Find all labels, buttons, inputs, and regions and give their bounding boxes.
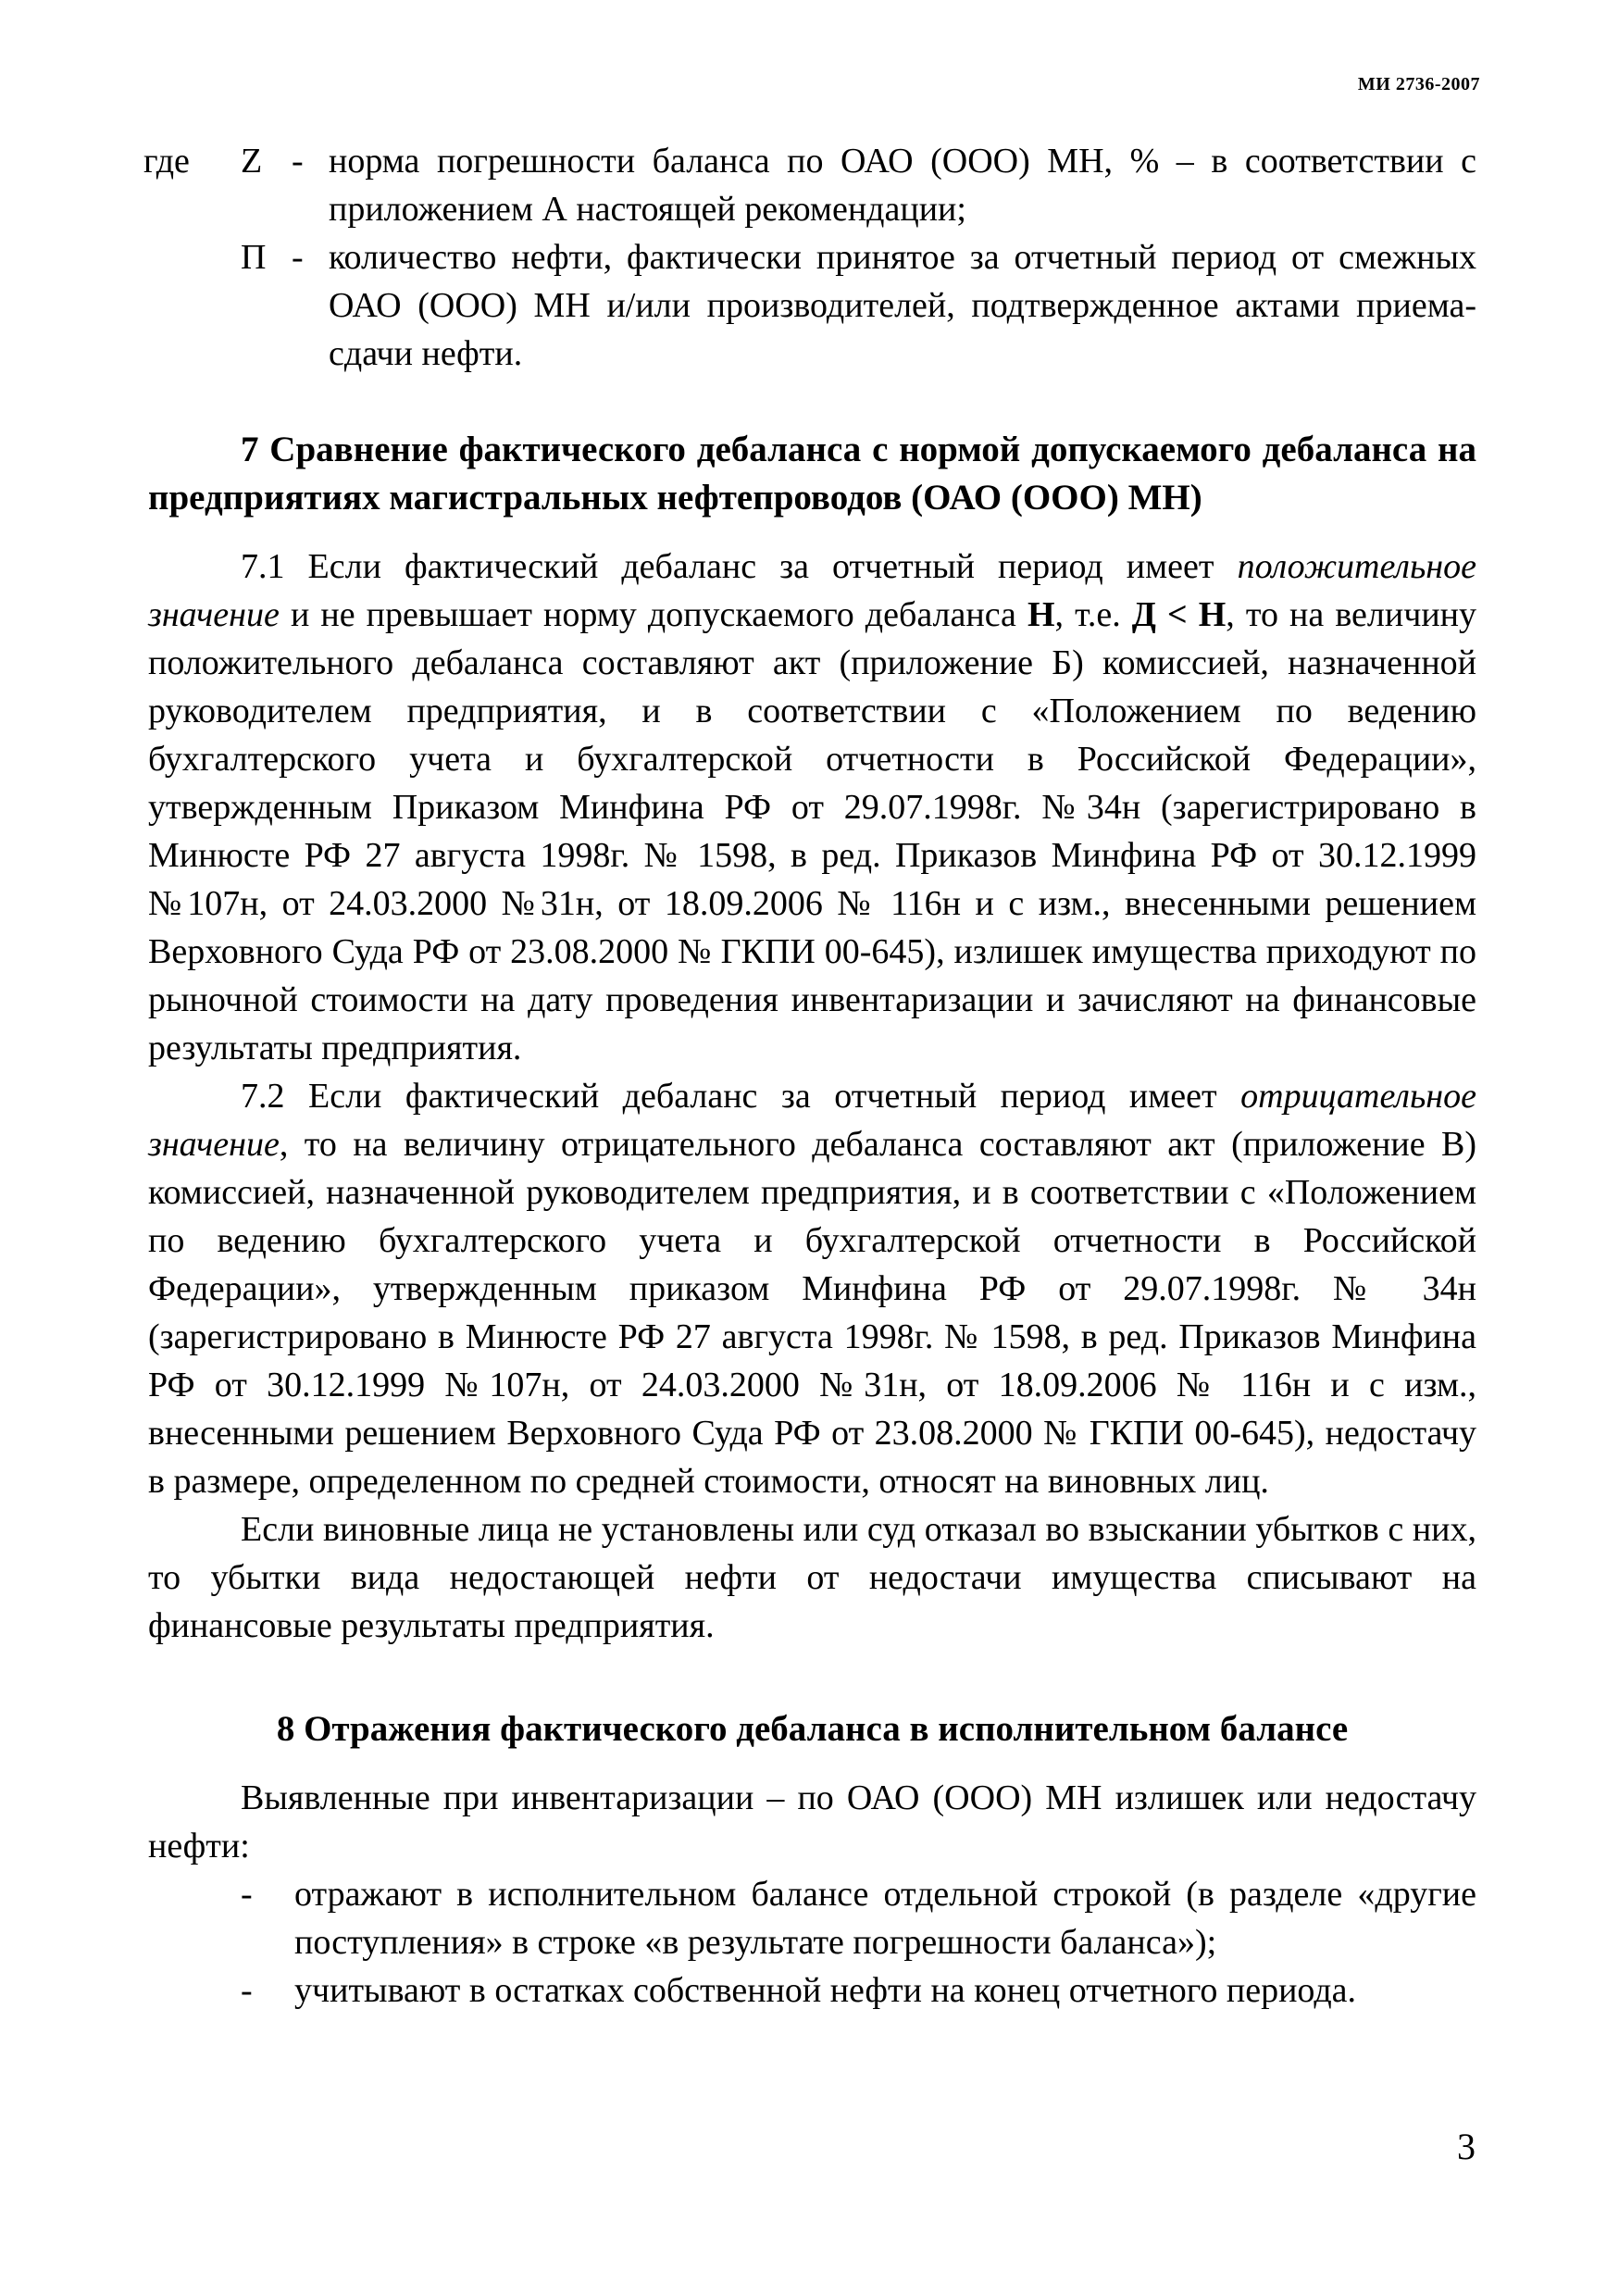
section-8-heading: 8 Отражения фактического дебаланса в исполнительном балансе (276, 1709, 1349, 1749)
document-code: МИ 2736-2007 (1357, 74, 1480, 94)
list-item (148, 1870, 1476, 1966)
list-item (148, 1966, 1476, 2015)
definition-symbol: Z (241, 142, 263, 181)
main-content (148, 426, 1476, 2015)
section-7-heading: 7 Сравнение фактического дебаланса с нормой допускаемого дебаланса на предприятиях магистральных нефтепроводов (ОАО (ООО) МН) (148, 430, 1476, 518)
paragraph-7-2: 7.2 Если фактический дебаланс за отчетный период имеет отрицательное значение, то на величину отрицательного дебаланса составляют акт (приложение В) комиссией, назначенной руководителем предприятия, и в соответствии с «Положением по ведению бухгалтерского учета и бухгалтерской отчетности в Российской Федерации», утвержденным приказом Минфина РФ от 29.07.1998г. № 34н (зарегистрировано в Минюсте РФ 27 августа 1998г. № 1598, в ред. Приказов Минфина РФ от 30.12.1999 №107н, от 24.03.2000 №31н, от 18.09.2006 № 116н и с изм., внесенными решением Верховного Суда РФ от 23.08.2000 № ГКПИ 00-645), недостачу в размере, определенном по средней стоимости, относят на виновных лиц. (148, 1077, 1476, 1501)
emphasis-negative: отрицательное значение (148, 1077, 1476, 1164)
definition-p (143, 233, 1476, 378)
definition-z (143, 137, 1476, 233)
paragraph-7-3: Если виновные лица не установлены или суд отказал во взыскании убытков с них, то убытки вида недостающей нефти от недостачи имущества списывают на финансовые результаты предприятия. (148, 1510, 1476, 1645)
definition-prefix (143, 233, 241, 378)
bullet-text: учитывают в остатках собственной нефти на конец отчетного периода. (294, 1971, 1357, 2010)
page-number: 3 (1457, 2126, 1476, 2167)
definition-dash: - (292, 238, 304, 277)
definition-text: норма погрешности баланса по ОАО (ООО) МН, % – в соответствии с приложением А настоящей рекомендации; (329, 142, 1476, 229)
paragraph-7-1: 7.1 Если фактический дебаланс за отчетный период имеет положительное значение и не превышает норму допускаемого дебаланса Н, т.е. Д < Н, то на величину положительного дебаланса составляют акт (приложение Б) комиссией, назначенной руководителем предприятия, и в соответствии с «Положением по ведению бухгалтерского учета и бухгалтерской отчетности в Российской Федерации», утвержденным Приказом Минфина РФ от 29.07.1998г. №34н (зарегистрировано в Минюсте РФ 27 августа 1998г. № 1598, в ред. Приказов Минфина РФ от 30.12.1999 №107н, от 24.03.2000 №31н, от 18.09.2006 № 116н и с изм., внесенными решением Верховного Суда РФ от 23.08.2000 № ГКПИ 00-645), излишек имущества приходуют по рыночной стоимости на дату проведения инвентаризации и зачисляют на финансовые результаты предприятия. (148, 547, 1476, 1067)
definition-dash: - (292, 142, 304, 181)
definition-prefix: где (143, 142, 190, 181)
bullet-text: отражают в исполнительном балансе отдельной строкой (в разделе «другие поступления» в строке «в результате погрешности баланса»); (294, 1875, 1476, 1962)
paragraph-8-intro: Выявленные при инвентаризации – по ОАО (ООО) МН излишек или недостачу нефти: (148, 1778, 1476, 1866)
bullet-dash: - (241, 1875, 253, 1914)
definition-text: количество нефти, фактически принятое за отчетный период от смежных ОАО (ООО) МН и/или производителей, подтвержденное актами приема-сдачи нефти. (329, 238, 1476, 373)
emphasis-positive: положительное значение (148, 547, 1476, 634)
definition-symbol: П (241, 238, 267, 277)
definitions-block (143, 137, 1476, 378)
bullet-dash: - (241, 1971, 253, 2010)
